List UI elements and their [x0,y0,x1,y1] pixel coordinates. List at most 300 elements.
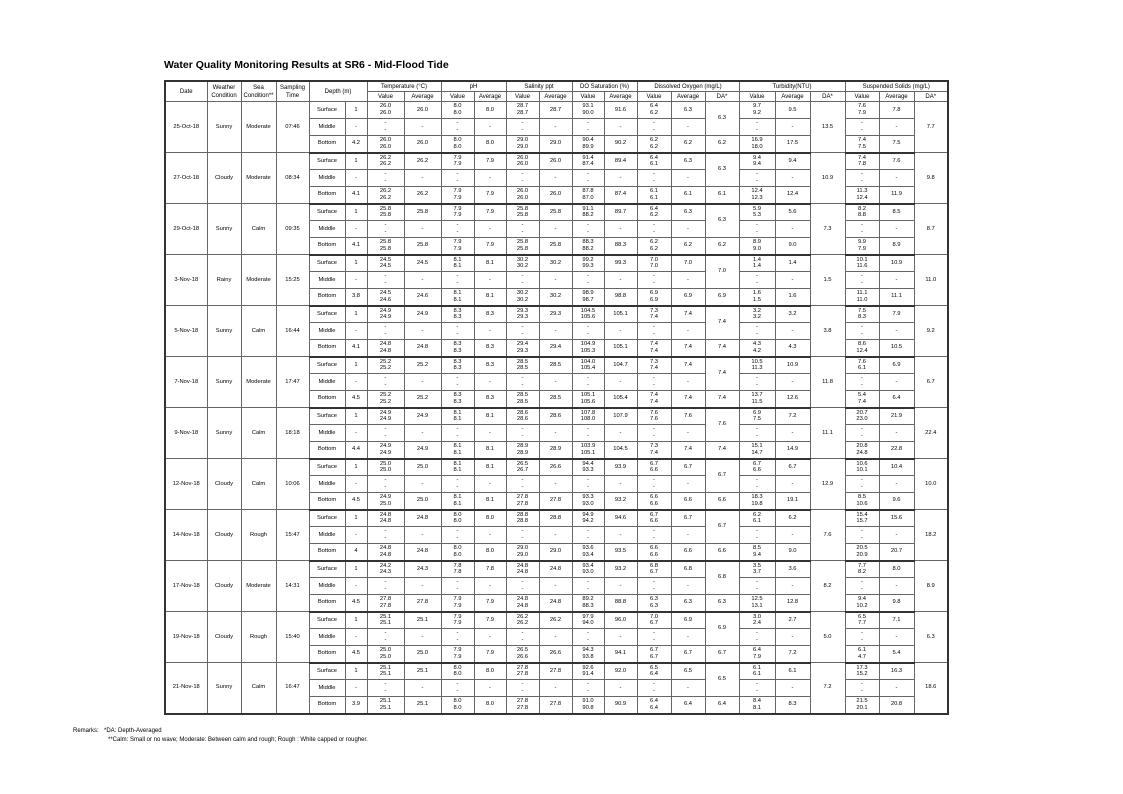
salinity-values: - - [506,170,539,187]
suspended-solids-average: - [879,425,914,442]
weather-cell: Sunny [207,102,241,153]
temperature-average: 24.3 [404,561,441,578]
depth-value-cell: - [345,680,367,697]
suspended-solids-values: 11.3 12.4 [845,187,879,204]
salinity-average: - [539,119,572,136]
turbidity-average: - [775,170,810,187]
salinity-values: 24.8 24.8 [506,595,539,612]
do-saturation-values: 93.3 93.0 [572,493,604,510]
turbidity-da: 7.6 [810,510,845,561]
subheader-value: Value [506,92,539,102]
do-saturation-average: - [604,425,637,442]
dissolved-oxygen-average: - [671,578,705,595]
do-saturation-values: - - [572,221,604,238]
salinity-values: 27.8 27.8 [506,493,539,510]
ph-average: 7.9 [474,595,506,612]
do-saturation-values: 91.1 88.2 [572,204,604,221]
dissolved-oxygen-da: 6.7 [705,459,739,493]
temperature-average: 24.9 [404,408,441,425]
turbidity-values: - - [739,119,775,136]
temperature-values: - - [367,527,404,544]
ph-values: 7.9 7.9 [441,612,474,629]
depth-level-cell: Middle [309,680,345,697]
turbidity-average: 9.4 [775,153,810,170]
ph-average: 8.0 [474,697,506,714]
turbidity-values: 10.5 11.3 [739,357,775,374]
depth-level-cell: Middle [309,272,345,289]
salinity-values: 25.8 25.8 [506,238,539,255]
weather-cell: Sunny [207,408,241,459]
temperature-average: - [404,527,441,544]
depth-level-cell: Middle [309,578,345,595]
suspended-solids-values: - - [845,476,879,493]
depth-value-cell: 4.5 [345,595,367,612]
subheader-da: DA* [810,92,845,102]
ph-values: 8.1 8.1 [441,408,474,425]
date-cell: 3-Nov-18 [165,255,207,306]
dissolved-oxygen-average: 6.8 [671,561,705,578]
ph-average: 7.9 [474,612,506,629]
depth-value-cell: 1 [345,459,367,476]
remarks-label: Remarks: [73,728,99,734]
dissolved-oxygen-da: 6.7 [705,510,739,544]
suspended-solids-da: 18.2 [914,510,948,561]
depth-value-cell: - [345,272,367,289]
temperature-values: - - [367,272,404,289]
suspended-solids-average: 9.8 [879,595,914,612]
turbidity-average: 6.1 [775,663,810,680]
dissolved-oxygen-values: - - [637,323,671,340]
do-saturation-average: 87.4 [604,187,637,204]
ph-average: 7.8 [474,561,506,578]
depth-value-cell: - [345,221,367,238]
date-cell: 27-Oct-18 [165,153,207,204]
temperature-average: - [404,680,441,697]
sea-condition-cell: Moderate [241,153,276,204]
ph-values: 8.3 8.3 [441,357,474,374]
dissolved-oxygen-average: 6.6 [671,493,705,510]
salinity-values: 29.0 29.0 [506,136,539,153]
suspended-solids-average: - [879,323,914,340]
table-row [165,153,948,170]
turbidity-values: - - [739,170,775,187]
weather-cell: Sunny [207,357,241,408]
sea-condition-cell: Calm [241,204,276,255]
temperature-values: 25.1 25.1 [367,663,404,680]
depth-value-cell: 1 [345,306,367,323]
turbidity-values: 8.4 8.1 [739,697,775,714]
depth-value-cell: 1 [345,357,367,374]
suspended-solids-average: - [879,374,914,391]
temperature-values: 24.5 24.6 [367,289,404,306]
suspended-solids-values: 20.8 24.8 [845,442,879,459]
ph-average: 8.0 [474,102,506,119]
temperature-values: - - [367,374,404,391]
salinity-values: 29.4 29.3 [506,340,539,357]
sampling-time-cell: 09:35 [276,204,309,255]
ph-values: 8.1 8.1 [441,442,474,459]
sea-condition-cell: Rough [241,612,276,663]
date-cell: 19-Nov-18 [165,612,207,663]
suspended-solids-average: 15.6 [879,510,914,527]
salinity-values: 26.5 26.6 [506,646,539,663]
sampling-time-cell: 14:31 [276,561,309,612]
turbidity-values: 6.7 6.6 [739,459,775,476]
ph-values: - - [441,221,474,238]
do-saturation-average: 92.0 [604,663,637,680]
turbidity-da: 7.2 [810,663,845,714]
salinity-average: 29.3 [539,306,572,323]
dissolved-oxygen-values: - - [637,221,671,238]
depth-level-cell: Bottom [309,136,345,153]
header-depth: Depth (m) [309,81,367,102]
dissolved-oxygen-values: 6.1 6.1 [637,187,671,204]
ph-values: - - [441,323,474,340]
depth-level-cell: Bottom [309,544,345,561]
salinity-average: - [539,170,572,187]
do-saturation-values: 94.4 93.3 [572,459,604,476]
salinity-values: 28.5 28.5 [506,391,539,408]
suspended-solids-values: 10.1 11.6 [845,255,879,272]
temperature-values: 24.8 24.8 [367,510,404,527]
ph-average: 8.1 [474,408,506,425]
salinity-average: 28.7 [539,102,572,119]
depth-level-cell: Middle [309,629,345,646]
turbidity-da: 7.3 [810,204,845,255]
salinity-values: - - [506,323,539,340]
weather-cell: Sunny [207,204,241,255]
do-saturation-average: 90.9 [604,697,637,714]
table-row [165,357,948,374]
salinity-values: - - [506,272,539,289]
turbidity-values: 1.4 1.4 [739,255,775,272]
ph-average: - [474,170,506,187]
dissolved-oxygen-values: 7.0 6.7 [637,612,671,629]
dissolved-oxygen-da: 7.4 [705,357,739,391]
suspended-solids-average: - [879,221,914,238]
turbidity-average: 10.9 [775,357,810,374]
salinity-average: 27.8 [539,697,572,714]
turbidity-da: 12.9 [810,459,845,510]
do-saturation-values: 104.5 105.6 [572,306,604,323]
depth-value-cell: 1 [345,561,367,578]
suspended-solids-average: 7.6 [879,153,914,170]
header-date: Date [165,81,207,102]
temperature-values: 25.1 25.1 [367,612,404,629]
turbidity-values: - - [739,272,775,289]
do-saturation-average: 104.5 [604,442,637,459]
suspended-solids-values: 8.5 10.6 [845,493,879,510]
temperature-average: 26.2 [404,153,441,170]
ph-values: - - [441,425,474,442]
suspended-solids-average: - [879,578,914,595]
depth-value-cell: 4.5 [345,391,367,408]
ph-average: 8.1 [474,255,506,272]
do-saturation-average: 88.3 [604,238,637,255]
temperature-values: 24.9 24.9 [367,442,404,459]
turbidity-values: - - [739,527,775,544]
sampling-time-cell: 17:47 [276,357,309,408]
weather-cell: Rainy [207,255,241,306]
temperature-average: - [404,476,441,493]
suspended-solids-values: - - [845,680,879,697]
dissolved-oxygen-values: - - [637,578,671,595]
dissolved-oxygen-da: 7.4 [705,306,739,340]
salinity-average: 28.8 [539,510,572,527]
do-saturation-average: 96.0 [604,612,637,629]
ph-average: - [474,629,506,646]
sea-condition-cell: Calm [241,408,276,459]
dissolved-oxygen-average: 6.2 [671,238,705,255]
sea-condition-cell: Moderate [241,255,276,306]
ph-average: - [474,374,506,391]
turbidity-values: 8.9 9.0 [739,238,775,255]
suspended-solids-average: - [879,629,914,646]
dissolved-oxygen-da: 6.3 [705,204,739,238]
header-sea-condition: Sea Condition** [241,81,276,102]
ph-values: 8.3 8.3 [441,306,474,323]
suspended-solids-values: 7.6 6.1 [845,357,879,374]
weather-cell: Sunny [207,306,241,357]
suspended-solids-average: 7.5 [879,136,914,153]
table-row [165,306,948,323]
depth-value-cell: - [345,374,367,391]
salinity-average: 26.2 [539,612,572,629]
turbidity-values: 6.4 7.9 [739,646,775,663]
temperature-average: 25.1 [404,612,441,629]
suspended-solids-average: - [879,119,914,136]
dissolved-oxygen-average: 6.5 [671,663,705,680]
header-temperature: Temperature (°C) [367,81,441,92]
ph-values: 8.0 8.0 [441,544,474,561]
suspended-solids-values: 5.4 7.4 [845,391,879,408]
ph-values: 8.1 8.1 [441,289,474,306]
do-saturation-average: 105.4 [604,391,637,408]
turbidity-values: - - [739,680,775,697]
salinity-values: 28.7 28.7 [506,102,539,119]
dissolved-oxygen-average: - [671,119,705,136]
turbidity-values: - - [739,221,775,238]
suspended-solids-values: 7.5 8.3 [845,306,879,323]
suspended-solids-values: 11.1 11.0 [845,289,879,306]
salinity-average: 25.8 [539,238,572,255]
dissolved-oxygen-average: 6.2 [671,136,705,153]
do-saturation-average: - [604,629,637,646]
temperature-values: - - [367,476,404,493]
do-saturation-average: 91.6 [604,102,637,119]
depth-value-cell: 3.8 [345,289,367,306]
table-row [165,612,948,629]
do-saturation-values: - - [572,476,604,493]
weather-cell: Cloudy [207,510,241,561]
turbidity-average: 2.7 [775,612,810,629]
dissolved-oxygen-da: 6.7 [705,646,739,663]
depth-value-cell: - [345,170,367,187]
do-saturation-values: - - [572,680,604,697]
turbidity-values: - - [739,578,775,595]
suspended-solids-average: 7.8 [879,102,914,119]
suspended-solids-average: 7.9 [879,306,914,323]
suspended-solids-average: 10.4 [879,459,914,476]
suspended-solids-average: 10.5 [879,340,914,357]
temperature-values: 24.9 24.9 [367,408,404,425]
dissolved-oxygen-average: 6.3 [671,102,705,119]
do-saturation-values: 93.4 93.0 [572,561,604,578]
suspended-solids-average: 21.9 [879,408,914,425]
temperature-average: 24.5 [404,255,441,272]
suspended-solids-values: 20.5 20.9 [845,544,879,561]
salinity-values: 27.8 27.8 [506,663,539,680]
dissolved-oxygen-values: - - [637,527,671,544]
do-saturation-values: - - [572,119,604,136]
header-turbidity: Turbidity(NTU) [739,81,845,92]
subheader-average: Average [775,92,810,102]
turbidity-values: - - [739,374,775,391]
do-saturation-values: 87.8 87.0 [572,187,604,204]
temperature-values: 25.1 25.1 [367,697,404,714]
dissolved-oxygen-average: - [671,425,705,442]
ph-values: - - [441,629,474,646]
salinity-values: - - [506,374,539,391]
ph-average: - [474,476,506,493]
do-saturation-average: 105.1 [604,306,637,323]
depth-value-cell: 1 [345,408,367,425]
ph-values: 8.0 8.0 [441,510,474,527]
ph-values: 7.9 7.9 [441,595,474,612]
dissolved-oxygen-da: 7.0 [705,255,739,289]
do-saturation-values: 91.4 87.4 [572,153,604,170]
suspended-solids-values: - - [845,527,879,544]
dissolved-oxygen-values: 6.5 6.4 [637,663,671,680]
turbidity-average: 7.2 [775,408,810,425]
dissolved-oxygen-average: - [671,323,705,340]
sea-condition-cell: Moderate [241,357,276,408]
ph-values: - - [441,119,474,136]
depth-level-cell: Surface [309,612,345,629]
turbidity-values: 12.5 13.1 [739,595,775,612]
dissolved-oxygen-average: 7.4 [671,306,705,323]
depth-level-cell: Bottom [309,391,345,408]
temperature-average: 24.8 [404,510,441,527]
suspended-solids-average: 9.6 [879,493,914,510]
turbidity-average: 1.4 [775,255,810,272]
ph-values: 7.9 7.9 [441,187,474,204]
depth-level-cell: Surface [309,561,345,578]
depth-level-cell: Surface [309,255,345,272]
do-saturation-values: 90.4 89.9 [572,136,604,153]
turbidity-values: - - [739,425,775,442]
dissolved-oxygen-values: - - [637,476,671,493]
do-saturation-average: 94.1 [604,646,637,663]
ph-average: - [474,221,506,238]
depth-value-cell: - [345,527,367,544]
ph-values: - - [441,476,474,493]
salinity-values: 26.5 26.7 [506,459,539,476]
dissolved-oxygen-average: 7.4 [671,357,705,374]
turbidity-values: 3.2 3.2 [739,306,775,323]
ph-average: 7.9 [474,187,506,204]
do-saturation-average: 88.8 [604,595,637,612]
turbidity-values: 5.9 5.3 [739,204,775,221]
do-saturation-values: 93.6 93.4 [572,544,604,561]
dissolved-oxygen-average: 7.4 [671,442,705,459]
dissolved-oxygen-average: - [671,170,705,187]
dissolved-oxygen-average: 7.6 [671,408,705,425]
suspended-solids-average: 8.9 [879,238,914,255]
depth-level-cell: Bottom [309,289,345,306]
dissolved-oxygen-values: 6.4 6.1 [637,153,671,170]
dissolved-oxygen-average: 7.4 [671,340,705,357]
turbidity-values: 6.2 6.1 [739,510,775,527]
dissolved-oxygen-da: 6.2 [705,136,739,153]
ph-values: 7.9 7.9 [441,204,474,221]
dissolved-oxygen-da: 6.6 [705,493,739,510]
dissolved-oxygen-average: 6.9 [671,289,705,306]
suspended-solids-da: 6.3 [914,612,948,663]
header-sampling-time: Sampling Time [276,81,309,102]
depth-value-cell: 1 [345,204,367,221]
suspended-solids-values: 9.4 10.2 [845,595,879,612]
suspended-solids-da: 9.2 [914,306,948,357]
dissolved-oxygen-average: 6.7 [671,510,705,527]
temperature-average: 24.8 [404,544,441,561]
turbidity-average: 19.1 [775,493,810,510]
temperature-values: 25.2 25.2 [367,391,404,408]
subheader-value: Value [572,92,604,102]
header-ph: pH [441,81,506,92]
sampling-time-cell: 16:47 [276,663,309,714]
salinity-values: 26.0 26.0 [506,187,539,204]
ph-values: 7.8 7.8 [441,561,474,578]
suspended-solids-da: 10.0 [914,459,948,510]
turbidity-average: - [775,476,810,493]
dissolved-oxygen-average: 6.3 [671,595,705,612]
ph-values: 8.1 8.1 [441,459,474,476]
temperature-values: 24.8 24.8 [367,340,404,357]
temperature-values: - - [367,680,404,697]
temperature-average: 26.2 [404,187,441,204]
do-saturation-average: 105.1 [604,340,637,357]
dissolved-oxygen-average: - [671,272,705,289]
temperature-values: 24.5 24.5 [367,255,404,272]
ph-average: - [474,527,506,544]
table-row [165,102,948,119]
header-dissolved-oxygen: Dissolved Oxygen (mg/L) [637,81,739,92]
temperature-values: 27.8 27.8 [367,595,404,612]
temperature-average: - [404,374,441,391]
do-saturation-average: - [604,374,637,391]
ph-average: - [474,323,506,340]
sea-condition-cell: Moderate [241,561,276,612]
dissolved-oxygen-values: 6.4 6.2 [637,204,671,221]
salinity-average: - [539,323,572,340]
dissolved-oxygen-values: 6.8 6.7 [637,561,671,578]
dissolved-oxygen-values: 7.0 7.0 [637,255,671,272]
depth-value-cell: 1 [345,510,367,527]
temperature-average: - [404,629,441,646]
suspended-solids-average: 16.3 [879,663,914,680]
dissolved-oxygen-da: 7.6 [705,408,739,442]
depth-value-cell: 4.5 [345,646,367,663]
temperature-values: 24.2 24.3 [367,561,404,578]
temperature-average: - [404,119,441,136]
salinity-values: 30.2 30.2 [506,289,539,306]
header-salinity: Salinity ppt [506,81,572,92]
salinity-average: - [539,680,572,697]
sampling-time-cell: 07:46 [276,102,309,153]
dissolved-oxygen-da: 6.5 [705,663,739,697]
temperature-values: 24.9 25.0 [367,493,404,510]
